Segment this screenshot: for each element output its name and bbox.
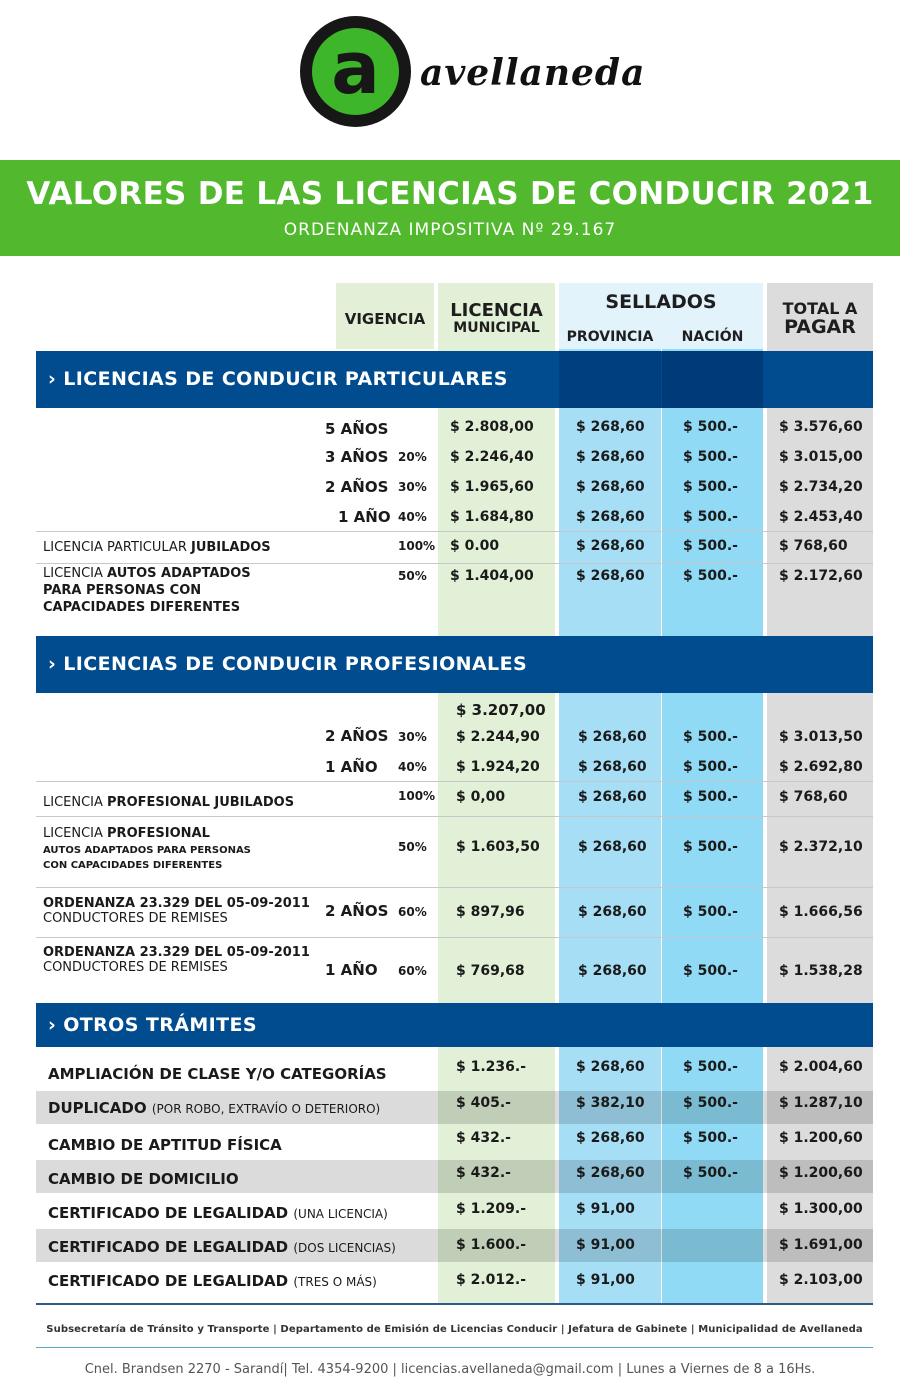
total-value: $ 768,60 bbox=[779, 538, 848, 554]
municipal-value: $ 0,00 bbox=[456, 789, 506, 805]
footer-organizations: Subsecretaría de Tránsito y Transporte | Departamento de Emisión de Licencias Conducir | Jefatura de Gabinete | Municipalidad de Avellaneda bbox=[46, 1324, 863, 1335]
logo-letter: a bbox=[331, 25, 380, 110]
provincia-value: $ 268,60 bbox=[578, 839, 647, 855]
discount-pct: 60% bbox=[398, 905, 427, 919]
nacion-value: $ 500.- bbox=[683, 839, 738, 855]
remises-label: ORDENANZA 23.329 DEL 05-09-2011 CONDUCTORES DE REMISES bbox=[43, 945, 310, 975]
provincia-value: $ 268,60 bbox=[578, 759, 647, 775]
discount-pct: 30% bbox=[398, 730, 427, 744]
years-label: 1 AÑO bbox=[338, 508, 391, 526]
total-value: $ 2.372,10 bbox=[779, 839, 863, 855]
tramite-label: DUPLICADO (POR ROBO, EXTRAVÍO O DETERIORO) bbox=[48, 1099, 381, 1117]
total-value: $ 1.200,60 bbox=[779, 1165, 863, 1181]
total-value: $ 2.004,60 bbox=[779, 1059, 863, 1075]
footer-contact: Cnel. Brandsen 2270 - Sarandí| Tel. 4354-9200 | licencias.avellaneda@gmail.com | Lunes a Viernes de 8 a 16Hs. bbox=[84, 1362, 816, 1377]
footer-divider bbox=[36, 1303, 873, 1305]
discount-pct: 40% bbox=[398, 760, 427, 774]
municipal-value: $ 0.00 bbox=[450, 538, 500, 554]
municipal-base-value: $ 3.207,00 bbox=[456, 701, 546, 719]
remises-label: ORDENANZA 23.329 DEL 05-09-2011 CONDUCTORES DE REMISES bbox=[43, 896, 310, 926]
section-otros-title: › OTROS TRÁMITES bbox=[48, 1014, 257, 1036]
provincia-value: $ 268,60 bbox=[576, 538, 645, 554]
provincia-value: $ 268,60 bbox=[578, 789, 647, 805]
provincia-value: $ 268,60 bbox=[576, 568, 645, 584]
section-particulares-title: › LICENCIAS DE CONDUCIR PARTICULARES bbox=[48, 368, 508, 390]
row-divider bbox=[36, 781, 873, 782]
municipal-value: $ 1.600.- bbox=[456, 1237, 527, 1253]
nacion-value: $ 500.- bbox=[683, 729, 738, 745]
provincia-value: $ 268,60 bbox=[576, 1059, 645, 1075]
header-licencia: LICENCIA bbox=[450, 300, 543, 321]
total-value: $ 2.172,60 bbox=[779, 568, 863, 584]
discount-pct: 100% bbox=[398, 789, 436, 803]
section-particulares bbox=[36, 351, 873, 408]
provincia-value: $ 268,60 bbox=[576, 479, 645, 495]
provincia-value: $ 268,60 bbox=[576, 1165, 645, 1181]
provincia-value: $ 268,60 bbox=[578, 729, 647, 745]
provincia-value: $ 268,60 bbox=[578, 904, 647, 920]
nacion-value: $ 500.- bbox=[683, 568, 738, 584]
nacion-value: $ 500.- bbox=[683, 1165, 738, 1181]
header-provincia: PROVINCIA bbox=[566, 329, 654, 345]
municipal-value: $ 897,96 bbox=[456, 904, 525, 920]
municipal-value: $ 1.924,20 bbox=[456, 759, 540, 775]
nacion-value: $ 500.- bbox=[683, 1095, 738, 1111]
total-value: $ 2.453,40 bbox=[779, 509, 863, 525]
nacion-value: $ 500.- bbox=[683, 538, 738, 554]
municipal-value: $ 1.404,00 bbox=[450, 568, 534, 584]
section-profesionales bbox=[36, 636, 873, 693]
section-otros bbox=[36, 1003, 873, 1047]
header-total-a: TOTAL A bbox=[782, 299, 858, 318]
row-divider bbox=[36, 887, 873, 888]
nacion-value: $ 500.- bbox=[683, 509, 738, 525]
jubilados-label: LICENCIA PARTICULAR JUBILADOS bbox=[43, 540, 271, 555]
municipal-value: $ 2.808,00 bbox=[450, 419, 534, 435]
discount-pct: 50% bbox=[398, 569, 427, 583]
total-value: $ 2.734,20 bbox=[779, 479, 863, 495]
prof-adaptados-label: LICENCIA PROFESIONAL AUTOS ADAPTADOS PARA PERSONAS CON CAPACIDADES DIFERENTES bbox=[43, 826, 251, 872]
tramite-label: CERTIFICADO DE LEGALIDAD (UNA LICENCIA) bbox=[48, 1204, 388, 1222]
tramite-label: CAMBIO DE DOMICILIO bbox=[48, 1170, 239, 1188]
nacion-value: $ 500.- bbox=[683, 963, 738, 979]
provincia-value: $ 382,10 bbox=[576, 1095, 645, 1111]
total-value: $ 2.103,00 bbox=[779, 1272, 863, 1288]
total-value: $ 3.013,50 bbox=[779, 729, 863, 745]
municipal-value: $ 769,68 bbox=[456, 963, 525, 979]
discount-pct: 60% bbox=[398, 964, 427, 978]
municipal-value: $ 1.965,60 bbox=[450, 479, 534, 495]
header-municipal: MUNICIPAL bbox=[453, 320, 540, 336]
years-label: 5 AÑOS bbox=[325, 420, 389, 438]
logo-wordmark: avellaneda bbox=[420, 52, 646, 94]
row-divider bbox=[36, 816, 873, 817]
section-profesionales-title: › LICENCIAS DE CONDUCIR PROFESIONALES bbox=[48, 653, 528, 675]
total-value: $ 3.015,00 bbox=[779, 449, 863, 465]
total-value: $ 1.538,28 bbox=[779, 963, 863, 979]
years-label: 2 AÑOS bbox=[325, 727, 389, 745]
footer-divider bbox=[36, 1347, 873, 1348]
nacion-value: $ 500.- bbox=[683, 479, 738, 495]
row-divider bbox=[36, 937, 873, 938]
provincia-value: $ 91,00 bbox=[576, 1272, 635, 1288]
municipal-value: $ 1.209.- bbox=[456, 1201, 527, 1217]
municipal-value: $ 2.244,90 bbox=[456, 729, 540, 745]
years-label: 3 AÑOS bbox=[325, 448, 389, 466]
logo-badge bbox=[312, 25, 399, 115]
header-nacion: NACIÓN bbox=[681, 329, 744, 345]
discount-pct: 30% bbox=[398, 480, 427, 494]
nacion-value: $ 500.- bbox=[683, 419, 738, 435]
tramite-label: CAMBIO DE APTITUD FÍSICA bbox=[48, 1136, 282, 1154]
municipal-value: $ 1.603,50 bbox=[456, 839, 540, 855]
provincia-value: $ 91,00 bbox=[576, 1237, 635, 1253]
municipal-value: $ 405.- bbox=[456, 1095, 511, 1111]
total-value: $ 1.300,00 bbox=[779, 1201, 863, 1217]
total-value: $ 1.287,10 bbox=[779, 1095, 863, 1111]
page-title: VALORES DE LAS LICENCIAS DE CONDUCIR 2021 bbox=[26, 176, 874, 212]
tramite-label: CERTIFICADO DE LEGALIDAD (TRES O MÁS) bbox=[48, 1272, 377, 1290]
provincia-value: $ 268,60 bbox=[576, 1130, 645, 1146]
municipal-value: $ 1.236.- bbox=[456, 1059, 527, 1075]
provincia-value: $ 268,60 bbox=[576, 419, 645, 435]
header-pagar: PAGAR bbox=[784, 316, 856, 338]
total-value: $ 1.666,56 bbox=[779, 904, 863, 920]
page-subtitle: ORDENANZA IMPOSITIVA Nº 29.167 bbox=[283, 220, 617, 240]
years-label: 2 AÑOS bbox=[325, 478, 389, 496]
total-value: $ 1.200,60 bbox=[779, 1130, 863, 1146]
header-vigencia: VIGENCIA bbox=[344, 310, 426, 328]
discount-pct: 40% bbox=[398, 510, 427, 524]
provincia-value: $ 268,60 bbox=[576, 509, 645, 525]
discount-pct: 20% bbox=[398, 450, 427, 464]
discount-pct: 50% bbox=[398, 840, 427, 854]
nacion-value: $ 500.- bbox=[683, 449, 738, 465]
provincia-value: $ 268,60 bbox=[576, 449, 645, 465]
municipal-value: $ 432.- bbox=[456, 1130, 511, 1146]
row-divider bbox=[36, 563, 873, 564]
row-divider bbox=[36, 531, 873, 532]
years-label: 1 AÑO bbox=[325, 961, 378, 979]
municipal-value: $ 432.- bbox=[456, 1165, 511, 1181]
years-label: 1 AÑO bbox=[325, 758, 378, 776]
provincia-value: $ 268,60 bbox=[578, 963, 647, 979]
title-banner bbox=[0, 160, 900, 256]
total-value: $ 1.691,00 bbox=[779, 1237, 863, 1253]
nacion-value: $ 500.- bbox=[683, 904, 738, 920]
tramite-label: CERTIFICADO DE LEGALIDAD (DOS LICENCIAS) bbox=[48, 1238, 396, 1256]
total-value: $ 3.576,60 bbox=[779, 419, 863, 435]
nacion-value: $ 500.- bbox=[683, 1130, 738, 1146]
years-label: 2 AÑOS bbox=[325, 902, 389, 920]
prof-jubilados-label: LICENCIA PROFESIONAL JUBILADOS bbox=[43, 795, 295, 810]
total-value: $ 768,60 bbox=[779, 789, 848, 805]
provincia-value: $ 91,00 bbox=[576, 1201, 635, 1217]
municipal-value: $ 2.246,40 bbox=[450, 449, 534, 465]
header-sellados: SELLADOS bbox=[605, 291, 717, 313]
discount-pct: 100% bbox=[398, 539, 436, 553]
tramite-label: AMPLIACIÓN DE CLASE Y/O CATEGORÍAS bbox=[48, 1065, 387, 1083]
municipal-value: $ 1.684,80 bbox=[450, 509, 534, 525]
nacion-value: $ 500.- bbox=[683, 1059, 738, 1075]
total-value: $ 2.692,80 bbox=[779, 759, 863, 775]
adaptados-label: LICENCIA AUTOS ADAPTADOS PARA PERSONAS CON CAPACIDADES DIFERENTES bbox=[43, 566, 251, 615]
nacion-value: $ 500.- bbox=[683, 759, 738, 775]
avellaneda-logo bbox=[300, 16, 646, 128]
nacion-value: $ 500.- bbox=[683, 789, 738, 805]
logo-ring bbox=[300, 16, 411, 127]
municipal-value: $ 2.012.- bbox=[456, 1272, 527, 1288]
